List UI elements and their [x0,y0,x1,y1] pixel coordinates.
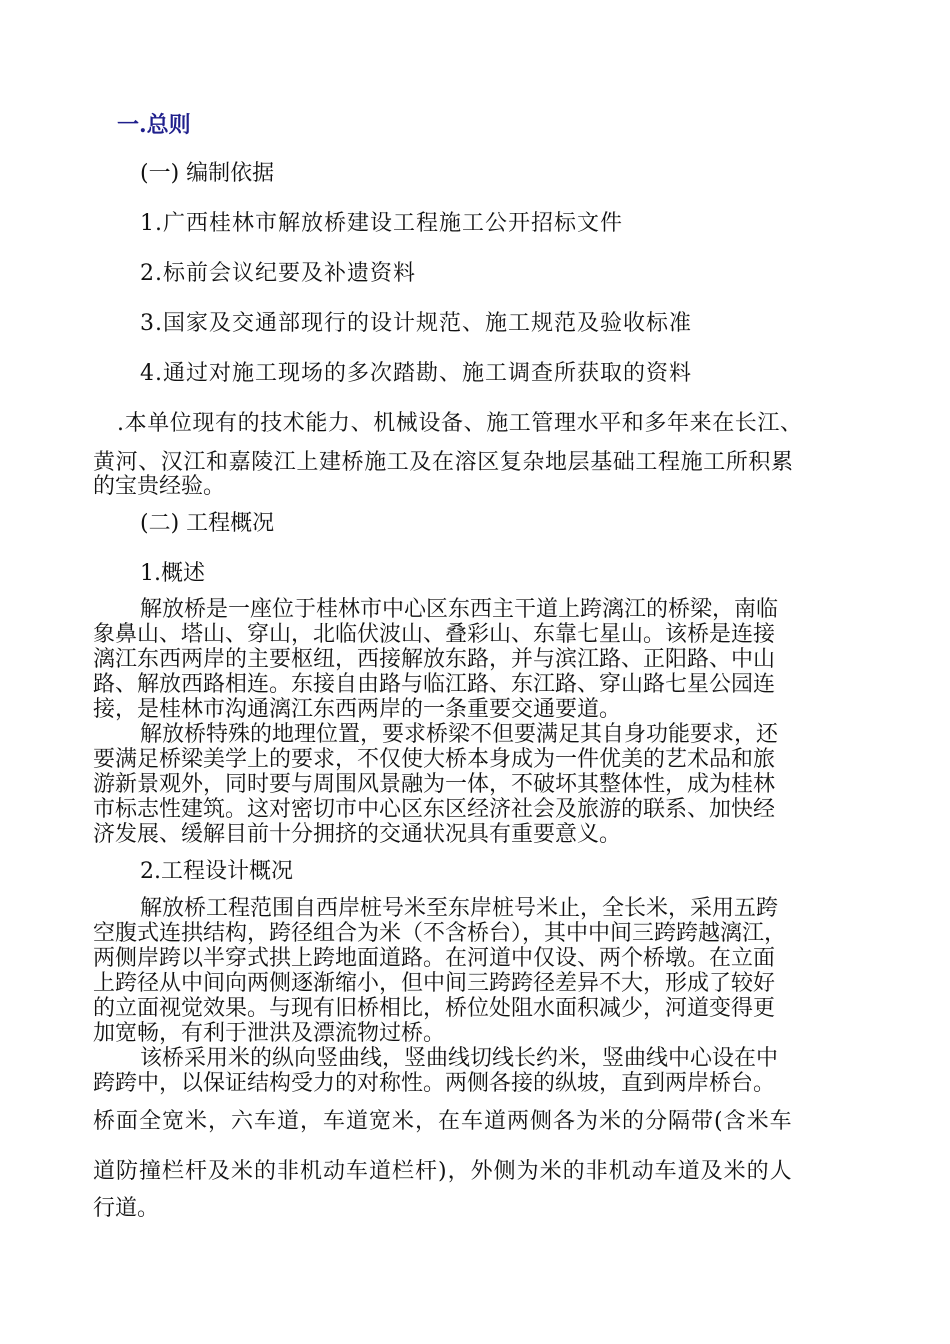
basis-item-3: 3.国家及交通部现行的设计规范、施工规范及验收标准 [140,311,692,336]
basis-item-5-line: 的宝贵经验。 [93,474,226,499]
overview-line: 市标志性建筑。这对密切市中心区东区经济社会及旅游的联系、加快经 [93,797,776,822]
design-line: 该桥采用米的纵向竖曲线，竖曲线切线长约米，竖曲线中心设在中 [140,1046,779,1071]
subsection-title-design: 2.工程设计概况 [140,859,293,884]
overview-line: 象鼻山、塔山、穿山，北临伏波山、叠彩山、东靠七星山。该桥是连接 [93,622,776,647]
design-line: 空腹式连拱结构，跨径组合为米（不含桥台），其中中间三跨跨越漓江， [93,921,787,946]
deck-line: 道防撞栏杆及米的非机动车道栏杆)，外侧为米的非机动车道及米的人 [93,1159,793,1184]
basis-item-5-line: 黄河、汉江和嘉陵江上建桥施工及在溶区复杂地层基础工程施工所积累 [93,450,794,475]
design-line: 上跨径从中间向两侧逐渐缩小，但中间三跨跨径差异不大，形成了较好 [93,971,776,996]
design-line: 解放桥工程范围自西岸桩号米至东岸桩号米止，全长米，采用五跨 [140,896,779,921]
design-line: 的立面视觉效果。与现有旧桥相比，桥位处阻水面积减少，河道变得更 [93,996,776,1021]
overview-line: 接，是桂林市沟通漓江东西两岸的一条重要交通要道。 [93,697,622,722]
overview-line: 漓江东西两岸的主要枢纽，西接解放东路，并与滨江路、正阳路、中山 [93,647,776,672]
basis-item-2: 2.标前会议纪要及补遗资料 [140,261,416,286]
overview-line: 解放桥特殊的地理位置，要求桥梁不但要满足其自身功能要求，还 [140,722,779,747]
deck-line: 桥面全宽米，六车道，车道宽米，在车道两侧各为米的分隔带(含米车 [93,1109,793,1134]
section-title-overview: (二) 工程概况 [140,511,275,536]
overview-line: 要满足桥梁美学上的要求，不仅使大桥本身成为一件优美的艺术品和旅 [93,747,776,772]
section-heading: 一.总则 [117,112,191,138]
basis-item-4: 4.通过对施工现场的多次踏勘、施工调查所获取的资料 [140,361,692,386]
design-line: 跨跨中，以保证结构受力的对称性。两侧各接的纵坡，直到两岸桥台。 [93,1071,776,1096]
subsection-title-summary: 1.概述 [140,561,205,586]
overview-line: 游新景观外，同时要与周围风景融为一体，不破坏其整体性，成为桂林 [93,772,776,797]
overview-line: 济发展、缓解目前十分拥挤的交通状况具有重要意义。 [93,822,622,847]
basis-item-5-line: .本单位现有的技术能力、机械设备、施工管理水平和多年来在长江、 [117,411,803,436]
design-line: 加宽畅，有利于泄洪及漂流物过桥。 [93,1021,446,1046]
overview-line: 解放桥是一座位于桂林市中心区东西主干道上跨漓江的桥梁，南临 [140,597,779,622]
basis-item-1: 1.广西桂林市解放桥建设工程施工公开招标文件 [140,211,623,236]
section-title-basis: (一) 编制依据 [140,161,275,186]
design-line: 两侧岸跨以半穿式拱上跨地面道路。在河道中仅设、两个桥墩。在立面 [93,946,776,971]
deck-line: 行道。 [93,1196,160,1221]
overview-line: 路、解放西路相连。东接自由路与临江路、东江路、穿山路七星公园连 [93,672,776,697]
